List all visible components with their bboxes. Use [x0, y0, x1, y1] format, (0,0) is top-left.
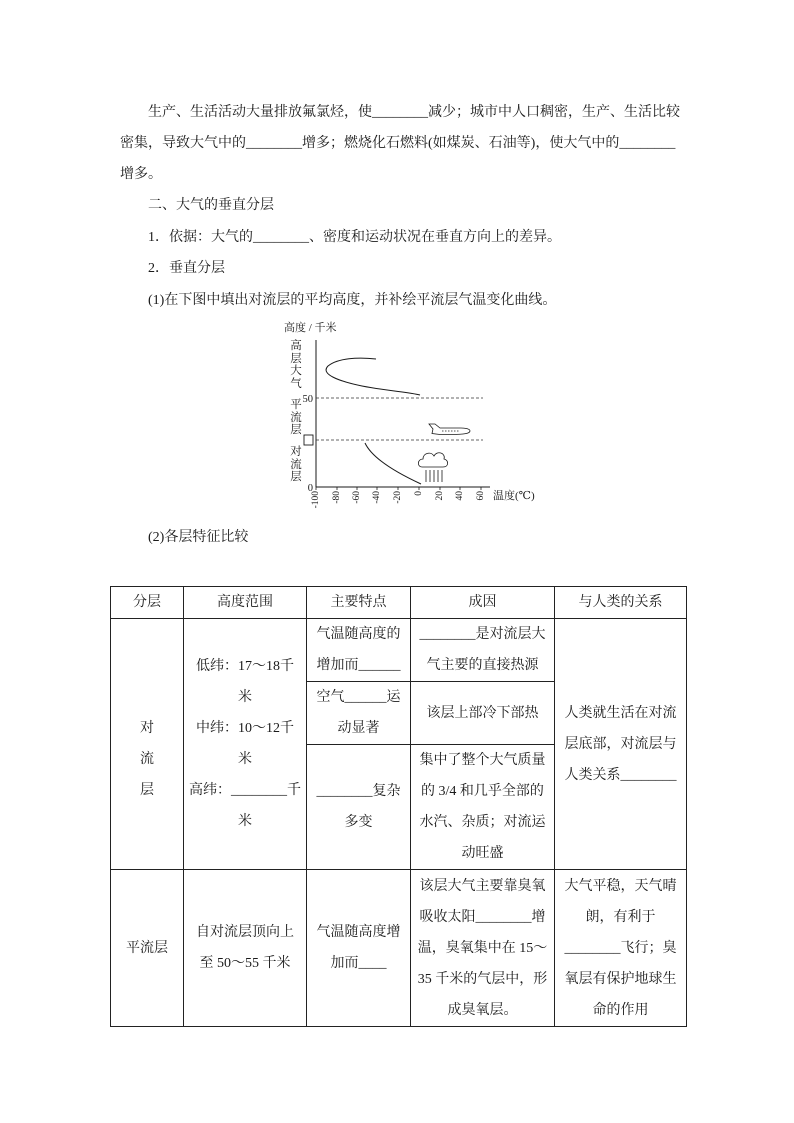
troposphere-height-range: 低纬：17～18千 米 中纬：10～12千 米 高纬：________千 米	[184, 619, 307, 870]
troposphere-feature: 气温随高度的 增加而______	[307, 619, 411, 682]
section-heading: 二、大气的垂直分层	[148, 198, 274, 213]
table-header-cell: 成因	[411, 587, 555, 619]
stratosphere-height-range: 自对流层顶向上 至 50～55 千米	[184, 870, 307, 1027]
troposphere-cause: ________是对流层大 气主要的直接热源	[411, 619, 555, 682]
table-header-cell: 与人类的关系	[555, 587, 687, 619]
layer-label-stratosphere: 平流层	[290, 399, 302, 436]
x-tick-label: -60	[352, 491, 362, 504]
x-tick-label: -80	[332, 491, 342, 504]
x-tick-label: 60	[476, 491, 486, 501]
tropopause-height-answer-box	[304, 435, 313, 445]
layer-label-upper-atmosphere: 高层大气	[290, 340, 302, 390]
table-row	[111, 619, 687, 682]
x-tick-label: 0	[414, 491, 424, 496]
stratosphere-relation: 大气平稳，天气晴 朗，有利于 ________飞行；臭 氧层有保护地球生 命的作用	[555, 870, 687, 1027]
airplane-icon	[429, 424, 470, 435]
table-header-row	[111, 587, 687, 619]
y-tick-label-0: 0	[307, 483, 313, 494]
y-tick-label-50: 50	[302, 394, 313, 405]
task-2-text: (2)各层特征比较	[148, 530, 249, 545]
intro-line: 增多。	[120, 167, 162, 182]
y-axis-label: 高度 / 千米	[284, 322, 337, 334]
troposphere-layer-cell	[111, 619, 184, 870]
rain-cloud-icon	[418, 453, 447, 482]
troposphere-cause: 集中了整个大气质量 的 3/4 和几乎全部的 水汽、杂质；对流运 动旺盛	[411, 745, 555, 870]
troposphere-feature: ________复杂 多变	[307, 745, 411, 870]
table-header-cell: 高度范围	[184, 587, 307, 619]
x-tick-label: -40	[372, 491, 382, 504]
troposphere-relation: 人类就生活在对流 层底部，对流层与 人类关系________	[555, 619, 687, 870]
basis-text: 1．依据：大气的________、密度和运动状况在垂直方向上的差异。	[148, 230, 561, 245]
x-axis-label: 温度(℃)	[493, 490, 535, 502]
troposphere-feature: 空气______运 动显著	[307, 682, 411, 745]
stratosphere-cause: 该层大气主要靠臭氧 吸收太阳________增 温，臭氧集中在 15～ 35 千米的气层中，形 成臭氧层。	[411, 870, 555, 1027]
layer-label-troposphere: 对流层	[290, 446, 302, 483]
diagram-canvas	[270, 318, 550, 518]
atmosphere-layers-diagram	[270, 318, 550, 518]
troposphere-layer-name: 对流层	[140, 721, 154, 798]
stratosphere-feature: 气温随高度增 加而____	[307, 870, 411, 1027]
intro-line: 生产、生活活动大量排放氟氯烃，使________减少；城市中人口稠密，生产、生活比较	[148, 105, 680, 120]
troposphere-temperature-curve	[365, 443, 421, 484]
layer-comparison-table	[110, 586, 687, 1027]
x-tick-label: -100	[311, 491, 321, 509]
upper-atmosphere-temperature-curve	[326, 358, 420, 395]
troposphere-cause: 该层上部冷下部热	[411, 682, 555, 745]
table-header-cell: 分层	[111, 587, 184, 619]
x-tick-label: 40	[455, 491, 465, 501]
task-1-text: (1)在下图中填出对流层的平均高度，并补绘平流层气温变化曲线。	[148, 293, 557, 308]
layers-heading: 2．垂直分层	[148, 261, 225, 276]
stratosphere-layer-name: 平流层	[111, 870, 184, 1027]
x-tick-label: 20	[435, 491, 445, 501]
table-header-cell: 主要特点	[307, 587, 411, 619]
x-tick-label: -20	[393, 491, 403, 504]
table-row	[111, 870, 687, 1027]
intro-line: 密集，导致大气中的________增多；燃烧化石燃料(如煤炭、石油等)，使大气中的________	[120, 136, 676, 151]
